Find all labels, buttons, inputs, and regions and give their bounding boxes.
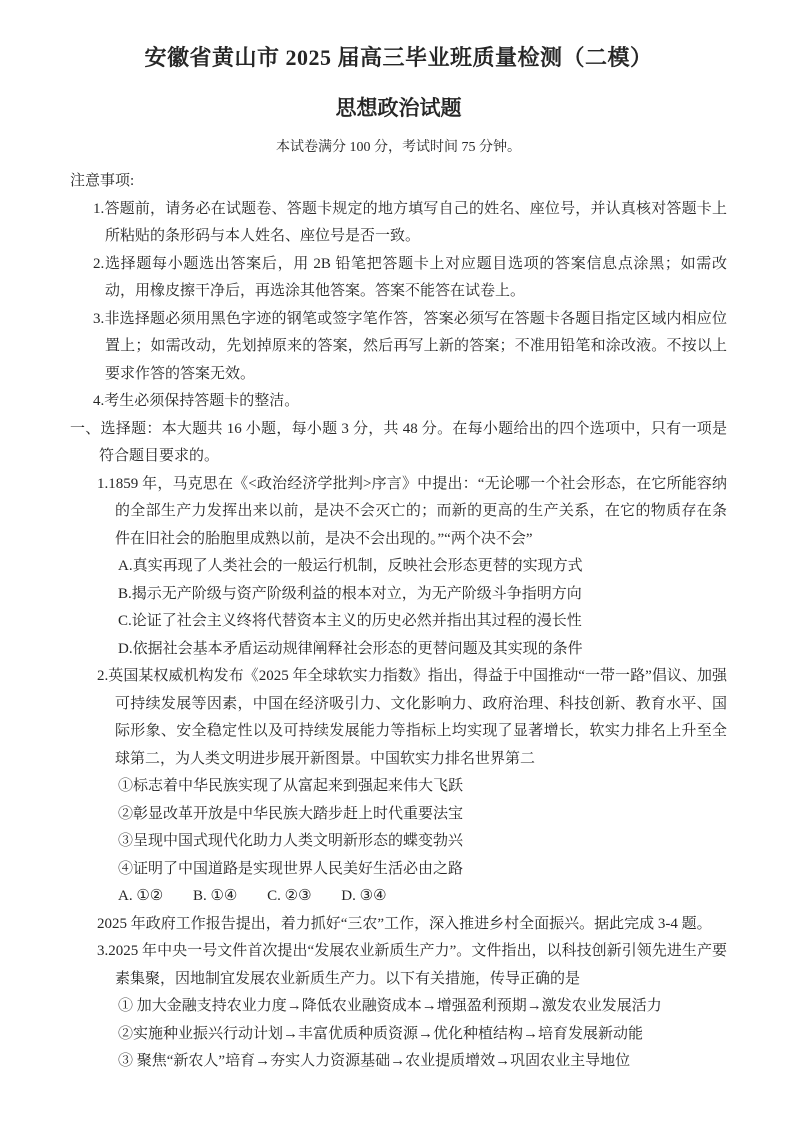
question-2-answer-d: D. ③④ <box>341 888 387 904</box>
exam-subtitle: 思想政治试题 <box>335 96 462 120</box>
question-3-statement-1: ① 加大金融支持农业力度→降低农业融资成本→增强盈利预期→激发农业发展活力 <box>118 998 662 1014</box>
question-1-option-d: D.依据社会基本矛盾运动规律阐释社会形态的更替问题及其实现的条件 <box>118 640 583 657</box>
question-2-statement-1: ①标志着中华民族实现了从富起来到强起来伟大飞跃 <box>118 778 464 794</box>
question-3-statement-3: ③ 聚焦“新农人”培育→夯实人力资源基础→农业提质增效→巩固农业主导地位 <box>118 1053 631 1069</box>
exam-info-line: 本试卷满分 100 分，考试时间 75 分钟。 <box>276 140 521 155</box>
question-1-option-b: B.揭示无产阶级与资产阶级利益的根本对立，为无产阶级斗争指明方向 <box>118 585 582 602</box>
question-2-statement-3: ③呈现中国式现代化助力人类文明新形态的蝶变勃兴 <box>118 833 464 849</box>
question-2-answer-c: C. ②③ <box>267 888 312 904</box>
notice-heading: 注意事项: <box>70 173 135 189</box>
question-2-answer-a: A. ①② <box>118 888 164 904</box>
question-2-statement-2: ②彰显改革开放是中华民族大踏步赶上时代重要法宝 <box>118 805 464 822</box>
question-2-answer-b: B. ①④ <box>192 888 238 904</box>
question-3-stem: 3.2025 年中央一号文件首次提出“发展农业新质生产力”。文件指出，以科技创新引领先进生产要素集聚，因地制宜发展农业新质生产力。以下有关措施，传导正确的是 <box>97 943 727 987</box>
section-heading-multiple-choice: 一、选择题：本大题共 16 小题，每小题 3 分，共 48 分。在每小题给出的四个选项中，只有一项是符合题目要求的。 <box>70 420 727 464</box>
question-2-statement-4: ④证明了中国道路是实现世界人民美好生活必由之路 <box>118 860 464 877</box>
question-3-statement-2: ②实施种业振兴行动计划→丰富优质种质资源→优化种植结构→培育发展新动能 <box>118 1025 644 1042</box>
question-1-option-c: C.论证了社会主义终将代替资本主义的历史必然并指出其过程的漫长性 <box>118 613 582 629</box>
exam-title: 安徽省黄山市 2025 届高三毕业班质量检测（二模） <box>144 45 653 70</box>
question-2-answer-row <box>118 883 727 911</box>
question-2-stem: 2.英国某权威机构发布《2025 年全球软实力指数》指出，得益于中国推动“一带一路”倡议、加强可持续发展等因素，中国在经济吸引力、文化影响力、政府治理、科技创新、教育水平、国际形象、安全稳定性以及可持续发展能力等指标上均实现了显著增长，软实力排名上升至全球第二，为人类文明进步展开新图景。中国软实力排名世界第二 <box>97 668 727 767</box>
notice-item-3: 3.非选择题必须用黑色字迹的钢笔或签字笔作答，答案必须写在答题卡各题目指定区域内相应位置上；如需改动，先划掉原来的答案，然后再写上新的答案；不准用铅笔和涂改液。不按以上要求作答的答案无效。 <box>93 310 727 382</box>
notice-item-1: 1.答题前，请务必在试题卷、答题卡规定的地方填写自己的姓名、座位号，并认真核对答题卡上所粘贴的条形码与本人姓名、座位号是否一致。 <box>93 200 727 244</box>
notice-item-4: 4.考生必须保持答题卡的整洁。 <box>93 393 300 409</box>
passage-questions-3-4: 2025 年政府工作报告提出，着力抓好“三农”工作，深入推进乡村全面振兴。据此完成 3-4 题。 <box>97 915 712 932</box>
notice-item-2: 2.选择题每小题选出答案后，用 2B 铅笔把答题卡上对应题目选项的答案信息点涂黑；如需改动，用橡皮擦干净后，再选涂其他答案。答案不能答在试卷上。 <box>93 255 727 299</box>
question-1-stem: 1.1859 年，马克思在《<政治经济学批判>序言》中提出：“无论哪一个社会形态，在它所能容纳的全部生产力发挥出来以前，是决不会灭亡的；而新的更高的生产关系，在它的物质存在条件在旧社会的胎胞里成熟以前，是决不会出现的。”“两个决不会” <box>97 475 727 547</box>
question-1-option-a: A.真实再现了人类社会的一般运行机制，反映社会形态更替的实现方式 <box>118 558 583 574</box>
